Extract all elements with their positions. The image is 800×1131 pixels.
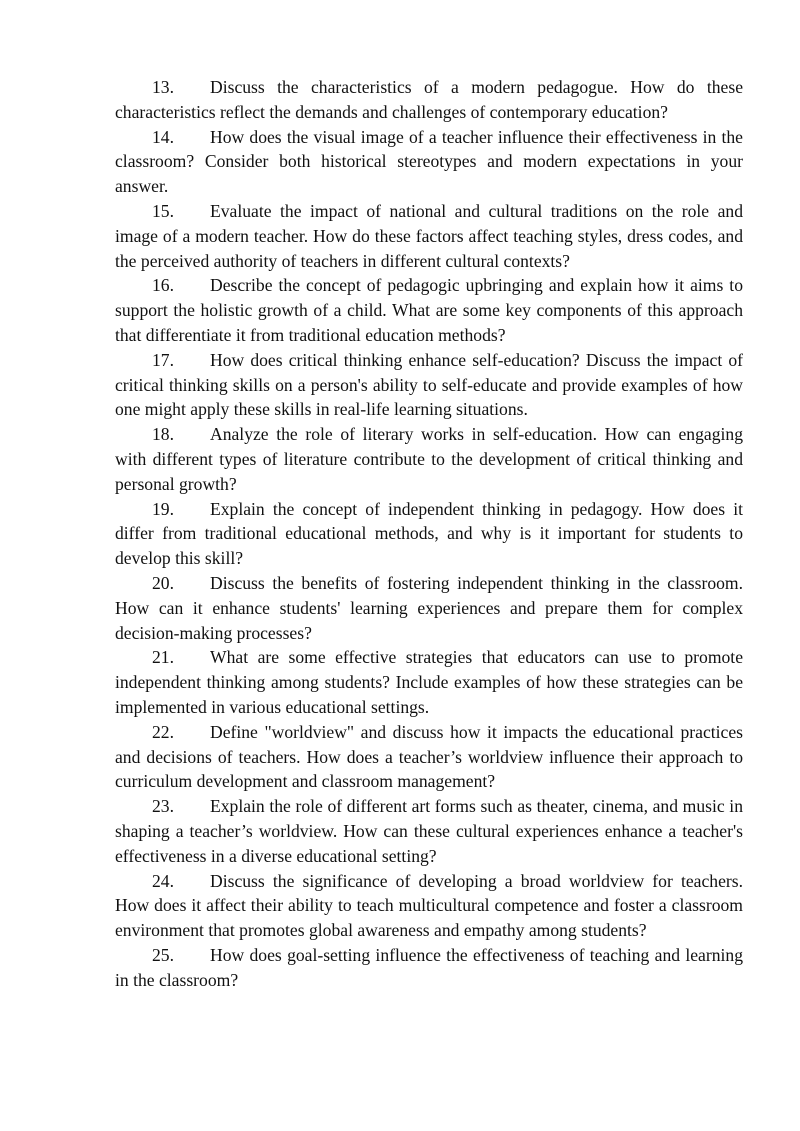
question-13 (115, 75, 743, 125)
question-24 (115, 869, 743, 943)
question-22 (115, 720, 743, 794)
question-text: How does critical thinking enhance self-education? Discuss the impact of critical thinking skills on a person's ability to self-educate and provide examples of how one might apply these skills in real-life learning situations. (115, 349, 743, 420)
question-20 (115, 571, 743, 645)
question-number: 22. (152, 721, 174, 742)
question-text: Discuss the significance of developing a broad worldview for teachers. How does it affect their ability to teach multicultural competence and foster a classroom environment that promotes global awareness and empathy among students? (115, 870, 743, 941)
question-number: 21. (152, 647, 174, 668)
question-19 (115, 497, 743, 571)
question-text: Define "worldview" and discuss how it impacts the educational practices and decisions of teachers. How does a teacher’s worldview influence their approach to curriculum development and classroom management? (115, 721, 743, 792)
question-number: 17. (152, 349, 174, 370)
question-number: 16. (152, 275, 174, 296)
question-14 (115, 125, 743, 199)
question-text: How does goal-setting influence the effectiveness of teaching and learning in the classroom? (115, 944, 743, 990)
question-number: 19. (152, 498, 174, 519)
question-number: 15. (152, 200, 174, 221)
question-text: Explain the concept of independent thinking in pedagogy. How does it differ from traditional educational methods, and why is it important for students to develop this skill? (115, 498, 743, 569)
question-number: 25. (152, 944, 174, 965)
question-number: 20. (152, 572, 174, 593)
question-text: Evaluate the impact of national and cultural traditions on the role and image of a modern teacher. How do these factors affect teaching styles, dress codes, and the perceived authority of teachers in different cultural contexts? (115, 200, 743, 271)
question-17 (115, 348, 743, 422)
question-number: 14. (152, 126, 174, 147)
question-25 (115, 943, 743, 993)
question-number: 23. (152, 796, 174, 817)
question-text: Discuss the characteristics of a modern pedagogue. How do these characteristics reflect the demands and challenges of contemporary education? (115, 77, 743, 122)
question-text: Analyze the role of literary works in self-education. How can engaging with different types of literature contribute to the development of critical thinking and personal growth? (115, 424, 743, 494)
question-23 (115, 794, 743, 868)
question-16 (115, 273, 743, 347)
question-text: How does the visual image of a teacher influence their effectiveness in the classroom? Consider both historical stereotypes and modern expectations in your answer. (115, 126, 743, 197)
question-text: Describe the concept of pedagogic upbringing and explain how it aims to support the holistic growth of a child. What are some key components of this approach that differentiate it from traditional education methods? (115, 275, 743, 345)
question-21 (115, 645, 743, 719)
question-number: 13. (152, 77, 174, 97)
question-15 (115, 199, 743, 273)
question-number: 18. (152, 424, 174, 445)
question-text: What are some effective strategies that educators can use to promote independent thinking among students? Include examples of how these strategies can be implemented in various educational settings. (115, 647, 743, 717)
question-text: Explain the role of different art forms such as theater, cinema, and music in shaping a teacher’s worldview. How can these cultural experiences enhance a teacher's effectiveness in a diverse educational setting? (115, 796, 743, 866)
question-number: 24. (152, 870, 174, 891)
question-text: Discuss the benefits of fostering independent thinking in the classroom. How can it enhance students' learning experiences and prepare them for complex decision-making processes? (115, 572, 743, 643)
question-18 (115, 422, 743, 496)
